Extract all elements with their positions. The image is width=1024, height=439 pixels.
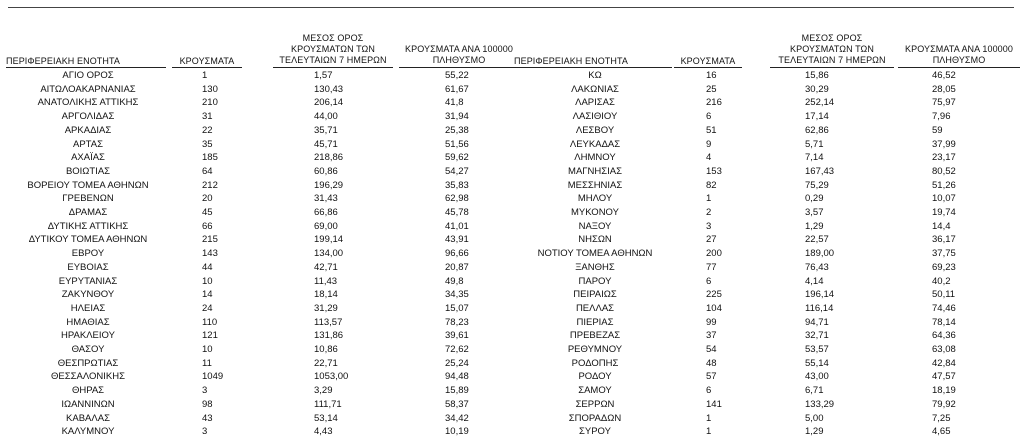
per100k-cell: 25,38 <box>445 124 469 136</box>
avg7-cell: 76,43 <box>805 261 829 273</box>
table-row <box>0 275 510 289</box>
avg7-cell: 133,29 <box>805 398 835 410</box>
per100k-cell: 23,17 <box>932 152 956 164</box>
avg7-cell: 113,57 <box>314 316 343 328</box>
region-cell: ΛΑΡΙΣΑΣ <box>575 97 615 109</box>
region-cell: ΜΗΛΟΥ <box>577 193 613 205</box>
avg7-cell: 44,00 <box>314 111 338 123</box>
avg7-cell: 62,86 <box>805 124 829 136</box>
region-cell: ΠΑΡΟΥ <box>578 275 612 287</box>
region-cell: ΒΟΡΕΙΟΥ ΤΟΜΕΑ ΑΘΗΝΩΝ <box>27 179 149 191</box>
cases-cell: 54 <box>706 344 717 355</box>
cases-cell: 212 <box>202 179 218 191</box>
cases-cell: 1 <box>706 193 712 205</box>
avg7-cell: 75,29 <box>805 179 829 191</box>
region-cell: ΞΑΝΘΗΣ <box>575 261 615 273</box>
per100k-cell: 28,05 <box>932 83 956 95</box>
header-underline-region <box>6 67 166 68</box>
header-avg7-line3: ΤΕΛΕΥΤΑΙΩΝ 7 ΗΜΕΡΩΝ <box>279 55 387 65</box>
header-underline-per100k <box>898 67 1020 68</box>
cases-cell: 185 <box>202 152 218 164</box>
table-row <box>0 110 510 124</box>
region-cell: ΡΟΔΟΥ <box>578 371 612 383</box>
header-avg7-line1: ΜΕΣΟΣ ΟΡΟΣ <box>801 33 863 43</box>
cases-cell: 130 <box>202 83 218 95</box>
header-cases: ΚΡΟΥΣΜΑΤΑ <box>179 56 235 66</box>
cases-cell: 82 <box>706 179 717 191</box>
avg7-cell: 111,71 <box>314 398 342 410</box>
region-cell: ΜΕΣΣΗΝΙΑΣ <box>567 179 623 191</box>
cases-cell: 64 <box>202 165 213 177</box>
region-cell: ΗΡΑΚΛΕΙΟΥ <box>61 330 115 342</box>
per100k-cell: 34,42 <box>445 412 469 424</box>
region-cell: ΛΕΥΚΑΔΑΣ <box>569 138 621 150</box>
avg7-cell: 167,43 <box>805 165 835 177</box>
per100k-cell: 10,19 <box>445 426 469 438</box>
region-cell: ΒΟΙΩΤΙΑΣ <box>65 165 111 177</box>
cases-cell: 22 <box>202 124 213 136</box>
avg7-cell: 196,29 <box>314 179 344 191</box>
cases-cell: 216 <box>706 97 722 109</box>
cases-cell: 9 <box>706 138 712 150</box>
cases-cell: 48 <box>706 357 717 369</box>
per100k-cell: 47,57 <box>932 371 956 383</box>
cases-cell: 3 <box>202 385 208 397</box>
region-cell: ΝΟΤΙΟΥ ΤΟΜΕΑ ΑΘΗΝΩΝ <box>537 248 653 260</box>
cases-cell: 27 <box>706 234 717 246</box>
region-cell: ΕΥΒΟΙΑΣ <box>67 261 109 273</box>
table-row <box>0 233 510 247</box>
region-cell: ΠΕΙΡΑΙΩΣ <box>573 289 617 301</box>
per100k-cell: 41,01 <box>445 220 469 232</box>
region-cell: ΔΥΤΙΚΗΣ ΑΤΤΙΚΗΣ <box>47 220 129 232</box>
avg7-cell: 22,57 <box>805 234 829 246</box>
cases-cell: 141 <box>706 398 722 410</box>
per100k-cell: 14,4 <box>932 220 951 232</box>
per100k-cell: 63,08 <box>932 344 956 355</box>
region-cell: ΓΡΕΒΕΝΩΝ <box>62 193 114 205</box>
table-row <box>0 96 510 110</box>
avg7-cell: 218,86 <box>314 152 344 164</box>
per100k-cell: 39,61 <box>445 330 469 342</box>
cases-cell: 14 <box>202 289 213 301</box>
table-row <box>0 179 510 193</box>
per100k-cell: 40,2 <box>932 275 951 287</box>
per100k-cell: 51,56 <box>445 138 469 150</box>
per100k-cell: 37,75 <box>932 248 956 260</box>
table-row <box>514 110 1024 124</box>
header-per100k-line1: ΚΡΟΥΣΜΑΤΑ ΑΝΑ 100000 <box>405 44 513 54</box>
table-row <box>514 179 1024 193</box>
table-row <box>514 343 1024 357</box>
cases-cell: 104 <box>706 302 722 314</box>
avg7-cell: 189,00 <box>805 248 835 260</box>
cases-cell: 1049 <box>202 371 224 383</box>
avg7-cell: 42,71 <box>314 261 338 273</box>
table-row <box>0 370 510 384</box>
region-cell: ΠΕΛΛΑΣ <box>575 302 615 314</box>
table-row <box>0 220 510 234</box>
cases-cell: 6 <box>706 385 712 397</box>
avg7-cell: 1,29 <box>805 426 824 438</box>
region-cell: ΑΙΤΩΛΟΑΚΑΡΝΑΝΙΑΣ <box>40 83 136 95</box>
table-row <box>514 316 1024 330</box>
table-row <box>0 343 510 357</box>
avg7-cell: 5,71 <box>805 138 824 150</box>
avg7-cell: 206,14 <box>314 97 344 109</box>
region-cell: ΘΗΡΑΣ <box>71 385 105 397</box>
avg7-cell: 30,29 <box>805 83 829 95</box>
table-row <box>514 83 1024 97</box>
table-row <box>514 165 1024 179</box>
cases-cell: 45 <box>202 207 213 218</box>
avg7-cell: 32,71 <box>805 330 829 342</box>
region-cell: ΘΕΣΣΑΛΟΝΙΚΗΣ <box>51 371 125 383</box>
cases-cell: 200 <box>706 248 722 260</box>
header-per100k-line1: ΚΡΟΥΣΜΑΤΑ ΑΝΑ 100000 <box>905 44 1013 54</box>
region-cell: ΙΩΑΝΝΙΝΩΝ <box>61 398 115 410</box>
cases-cell: 10 <box>202 275 213 287</box>
avg7-cell: 94,71 <box>805 316 829 328</box>
header-region: ΠΕΡΙΦΕΡΕΙΑΚΗ ΕΝΟΤΗΤΑ <box>6 56 121 66</box>
table-row <box>514 261 1024 275</box>
cases-cell: 1 <box>706 426 712 438</box>
per100k-cell: 4,65 <box>932 426 951 438</box>
table-row <box>0 192 510 206</box>
table-row <box>0 69 510 83</box>
region-cell: ΠΡΕΒΕΖΑΣ <box>569 330 621 342</box>
header-per100k-line2: ΠΛΗΘΥΣΜΟ <box>432 55 486 65</box>
table-row <box>0 124 510 138</box>
header-cases: ΚΡΟΥΣΜΑΤΑ <box>680 56 736 66</box>
per100k-cell: 45,78 <box>445 207 469 218</box>
per100k-cell: 64,36 <box>932 330 956 342</box>
table-row <box>0 329 510 343</box>
table-row <box>0 302 510 316</box>
avg7-cell: 22,71 <box>314 357 338 369</box>
cases-cell: 99 <box>706 316 717 328</box>
per100k-cell: 36,17 <box>932 234 956 246</box>
avg7-cell: 5,00 <box>805 412 824 424</box>
table-row <box>0 206 510 220</box>
avg7-cell: 3,29 <box>314 385 333 397</box>
cases-cell: 6 <box>706 275 712 287</box>
region-cell: ΝΗΣΩΝ <box>578 234 612 246</box>
region-cell: ΛΑΣΙΘΙΟΥ <box>572 111 618 123</box>
region-cell: ΗΛΕΙΑΣ <box>70 302 106 314</box>
avg7-cell: 1,29 <box>805 220 824 232</box>
avg7-cell: 53,57 <box>805 344 829 355</box>
header-underline-per100k <box>399 67 519 68</box>
top-rule <box>8 7 1014 8</box>
avg7-cell: 3,57 <box>805 207 824 218</box>
avg7-cell: 0,29 <box>805 193 824 205</box>
avg7-cell: 199,14 <box>314 234 344 246</box>
table-row <box>514 425 1024 439</box>
region-cell: ΘΕΣΠΡΩΤΙΑΣ <box>57 357 119 369</box>
cases-cell: 215 <box>202 234 218 246</box>
per100k-cell: 35,83 <box>445 179 469 191</box>
region-cell: ΝΑΞΟΥ <box>578 220 612 232</box>
cases-cell: 16 <box>706 70 717 81</box>
per100k-cell: 54,27 <box>445 165 469 177</box>
per100k-cell: 19,74 <box>932 207 956 218</box>
per100k-cell: 7,25 <box>932 412 951 424</box>
cases-cell: 51 <box>706 124 717 136</box>
table-row <box>0 288 510 302</box>
table-row <box>514 357 1024 371</box>
region-cell: ΣΠΟΡΑΔΩΝ <box>568 412 622 424</box>
per100k-cell: 74,46 <box>932 302 956 314</box>
table-row <box>0 357 510 371</box>
region-cell: ΣΑΜΟΥ <box>578 385 612 397</box>
region-cell: ΑΡΓΟΛΙΔΑΣ <box>61 111 115 123</box>
cases-cell: 57 <box>706 371 717 383</box>
cases-cell: 121 <box>202 330 218 342</box>
cases-cell: 10 <box>202 344 213 355</box>
region-cell: ΚΑΒΑΛΑΣ <box>66 412 110 424</box>
header-avg7 <box>273 33 393 66</box>
cases-cell: 1 <box>202 70 208 81</box>
region-cell: ΗΜΑΘΙΑΣ <box>66 316 110 328</box>
table-row <box>514 247 1024 261</box>
region-cell: ΠΙΕΡΙΑΣ <box>576 316 614 328</box>
avg7-cell: 4,43 <box>314 426 333 438</box>
table-row <box>514 151 1024 165</box>
table-row <box>0 412 510 426</box>
header-underline-avg7 <box>273 67 393 68</box>
avg7-cell: 4,14 <box>805 275 824 287</box>
table-row <box>0 83 510 97</box>
header-per100k-line2: ΠΛΗΘΥΣΜΟ <box>932 55 986 65</box>
per100k-cell: 62,98 <box>445 193 469 205</box>
table-row <box>514 412 1024 426</box>
region-cell: ΛΑΚΩΝΙΑΣ <box>571 83 619 95</box>
header-avg7-line1: ΜΕΣΟΣ ΟΡΟΣ <box>302 33 364 43</box>
avg7-cell: 6,71 <box>805 385 824 397</box>
table-row <box>0 425 510 439</box>
per100k-cell: 34,35 <box>445 289 469 301</box>
avg7-cell: 134,00 <box>314 248 344 260</box>
region-cell: ΣΕΡΡΩΝ <box>575 398 615 410</box>
cases-cell: 31 <box>202 111 213 123</box>
avg7-cell: 7,14 <box>805 152 824 164</box>
table-row <box>514 384 1024 398</box>
region-cell: ΑΡΚΑΔΙΑΣ <box>64 124 112 136</box>
region-cell: ΕΥΡΥΤΑΝΙΑΣ <box>58 275 118 287</box>
table-row <box>0 316 510 330</box>
table-row <box>514 398 1024 412</box>
region-cell: ΕΒΡΟΥ <box>71 248 105 260</box>
header-avg7-line2: ΚΡΟΥΣΜΑΤΩΝ ΤΩΝ <box>790 44 874 54</box>
per100k-cell: 50,11 <box>932 289 956 301</box>
region-cell: ΚΑΛΥΜΝΟΥ <box>61 426 115 438</box>
avg7-cell: 15,86 <box>805 70 829 81</box>
table-row <box>0 398 510 412</box>
per100k-cell: 20,87 <box>445 261 469 273</box>
avg7-cell: 17,14 <box>805 111 829 123</box>
avg7-cell: 252,14 <box>805 97 835 109</box>
cases-cell: 225 <box>706 289 722 301</box>
table-row <box>514 96 1024 110</box>
table-row <box>0 261 510 275</box>
avg7-cell: 31,29 <box>314 302 338 314</box>
region-cell: ΛΕΣΒΟΥ <box>575 124 615 136</box>
avg7-cell: 1053,00 <box>314 371 349 383</box>
cases-cell: 43 <box>202 412 213 424</box>
per100k-cell: 94,48 <box>445 371 469 383</box>
avg7-cell: 130,43 <box>314 83 344 95</box>
per100k-cell: 79,92 <box>932 398 956 410</box>
per100k-cell: 15,07 <box>445 302 469 314</box>
per100k-cell: 51,26 <box>932 179 956 191</box>
table-row <box>514 206 1024 220</box>
avg7-cell: 43,00 <box>805 371 829 383</box>
table-row <box>514 233 1024 247</box>
cases-cell: 66 <box>202 220 213 232</box>
per100k-cell: 58,37 <box>445 398 469 410</box>
region-cell: ΘΑΣΟΥ <box>71 344 105 355</box>
cases-cell: 25 <box>706 83 717 95</box>
cases-cell: 24 <box>202 302 213 314</box>
per100k-cell: 31,94 <box>445 111 469 123</box>
table-row <box>514 302 1024 316</box>
per100k-cell: 10,07 <box>932 193 956 205</box>
per100k-cell: 41,8 <box>445 97 464 109</box>
table-row <box>514 329 1024 343</box>
header-underline-region <box>514 67 672 68</box>
per100k-cell: 7,96 <box>932 111 951 123</box>
cases-cell: 3 <box>706 220 712 232</box>
region-cell: ΣΥΡΟΥ <box>579 426 611 438</box>
header-per100k <box>896 44 1022 66</box>
region-cell: ΖΑΚΥΝΘΟΥ <box>61 289 115 301</box>
cases-cell: 44 <box>202 261 213 273</box>
per100k-cell: 69,23 <box>932 261 956 273</box>
header-underline-cases <box>172 67 242 68</box>
header-avg7-line3: ΤΕΛΕΥΤΑΙΩΝ 7 ΗΜΕΡΩΝ <box>778 55 886 65</box>
table-row <box>514 288 1024 302</box>
region-cell: ΔΡΑΜΑΣ <box>68 207 108 218</box>
avg7-cell: 55,14 <box>805 357 829 369</box>
region-cell: ΑΧΑΪΑΣ <box>71 152 105 164</box>
avg7-cell: 60,86 <box>314 165 338 177</box>
per100k-cell: 49,8 <box>445 275 464 287</box>
per100k-cell: 46,52 <box>932 70 956 81</box>
avg7-cell: 53,14 <box>314 412 338 424</box>
table-row <box>514 124 1024 138</box>
table-row <box>0 151 510 165</box>
header-underline-avg7 <box>770 67 894 68</box>
per100k-cell: 78,14 <box>932 316 956 328</box>
region-cell: ΑΓΙΟ ΟΡΟΣ <box>62 70 114 81</box>
cases-cell: 3 <box>202 426 208 438</box>
header-region: ΠΕΡΙΦΕΡΕΙΑΚΗ ΕΝΟΤΗΤΑ <box>514 56 629 66</box>
avg7-cell: 116,14 <box>805 302 834 314</box>
table-row <box>514 275 1024 289</box>
avg7-cell: 45,71 <box>314 138 338 150</box>
header-avg7-line2: ΚΡΟΥΣΜΑΤΩΝ ΤΩΝ <box>291 44 375 54</box>
table-row <box>514 370 1024 384</box>
per100k-cell: 18,19 <box>932 385 956 397</box>
region-cell: ΡΟΔΟΠΗΣ <box>571 357 619 369</box>
header-per100k <box>396 44 522 66</box>
per100k-cell: 43,91 <box>445 234 469 246</box>
per100k-cell: 37,99 <box>932 138 956 150</box>
per100k-cell: 80,52 <box>932 165 956 177</box>
header-underline-cases <box>674 67 742 68</box>
region-cell: ΔΥΤΙΚΟΥ ΤΟΜΕΑ ΑΘΗΝΩΝ <box>28 234 148 246</box>
cases-cell: 77 <box>706 261 717 273</box>
table-row <box>514 192 1024 206</box>
table-row <box>514 138 1024 152</box>
per100k-cell: 59,62 <box>445 152 469 164</box>
header-avg7 <box>770 33 894 66</box>
cases-cell: 110 <box>202 316 218 328</box>
per100k-cell: 75,97 <box>932 97 956 109</box>
region-cell: ΡΕΘΥΜΝΟΥ <box>567 344 623 355</box>
table-row <box>0 384 510 398</box>
cases-cell: 11 <box>202 357 212 369</box>
avg7-cell: 11,43 <box>314 275 338 287</box>
cases-cell: 143 <box>202 248 218 260</box>
table-row <box>514 220 1024 234</box>
table-row <box>0 247 510 261</box>
avg7-cell: 66,86 <box>314 207 338 218</box>
per100k-cell: 42,84 <box>932 357 956 369</box>
cases-cell: 20 <box>202 193 213 205</box>
region-cell: ΜΥΚΟΝΟΥ <box>571 207 619 218</box>
region-cell: ΑΝΑΤΟΛΙΚΗΣ ΑΤΤΙΚΗΣ <box>37 97 139 109</box>
table-row <box>0 165 510 179</box>
table-row <box>514 69 1024 83</box>
avg7-cell: 1,57 <box>314 70 333 81</box>
avg7-cell: 35,71 <box>314 124 338 136</box>
region-cell: ΛΗΜΝΟΥ <box>574 152 616 164</box>
avg7-cell: 69,00 <box>314 220 338 232</box>
region-cell: ΑΡΤΑΣ <box>73 138 103 150</box>
per100k-cell: 72,62 <box>445 344 469 355</box>
per100k-cell: 96,66 <box>445 248 469 260</box>
per100k-cell: 25,24 <box>445 357 469 369</box>
cases-cell: 210 <box>202 97 218 109</box>
cases-cell: 2 <box>706 207 712 218</box>
cases-cell: 1 <box>706 412 712 424</box>
avg7-cell: 131,86 <box>314 330 344 342</box>
region-cell: ΚΩ <box>588 70 602 81</box>
region-cell: ΜΑΓΝΗΣΙΑΣ <box>568 165 622 177</box>
cases-cell: 35 <box>202 138 213 150</box>
cases-cell: 98 <box>202 398 213 410</box>
cases-cell: 153 <box>706 165 722 177</box>
avg7-cell: 10,86 <box>314 344 338 355</box>
cases-cell: 37 <box>706 330 717 342</box>
avg7-cell: 196,14 <box>805 289 835 301</box>
cases-cell: 6 <box>706 111 712 123</box>
cases-cell: 4 <box>706 152 712 164</box>
per100k-cell: 61,67 <box>445 83 469 95</box>
per100k-cell: 55,22 <box>445 70 469 81</box>
per100k-cell: 15,89 <box>445 385 469 397</box>
per100k-cell: 78,23 <box>445 316 469 328</box>
table-row <box>0 138 510 152</box>
avg7-cell: 18,14 <box>314 289 338 301</box>
per100k-cell: 59 <box>932 124 943 136</box>
avg7-cell: 31,43 <box>314 193 338 205</box>
